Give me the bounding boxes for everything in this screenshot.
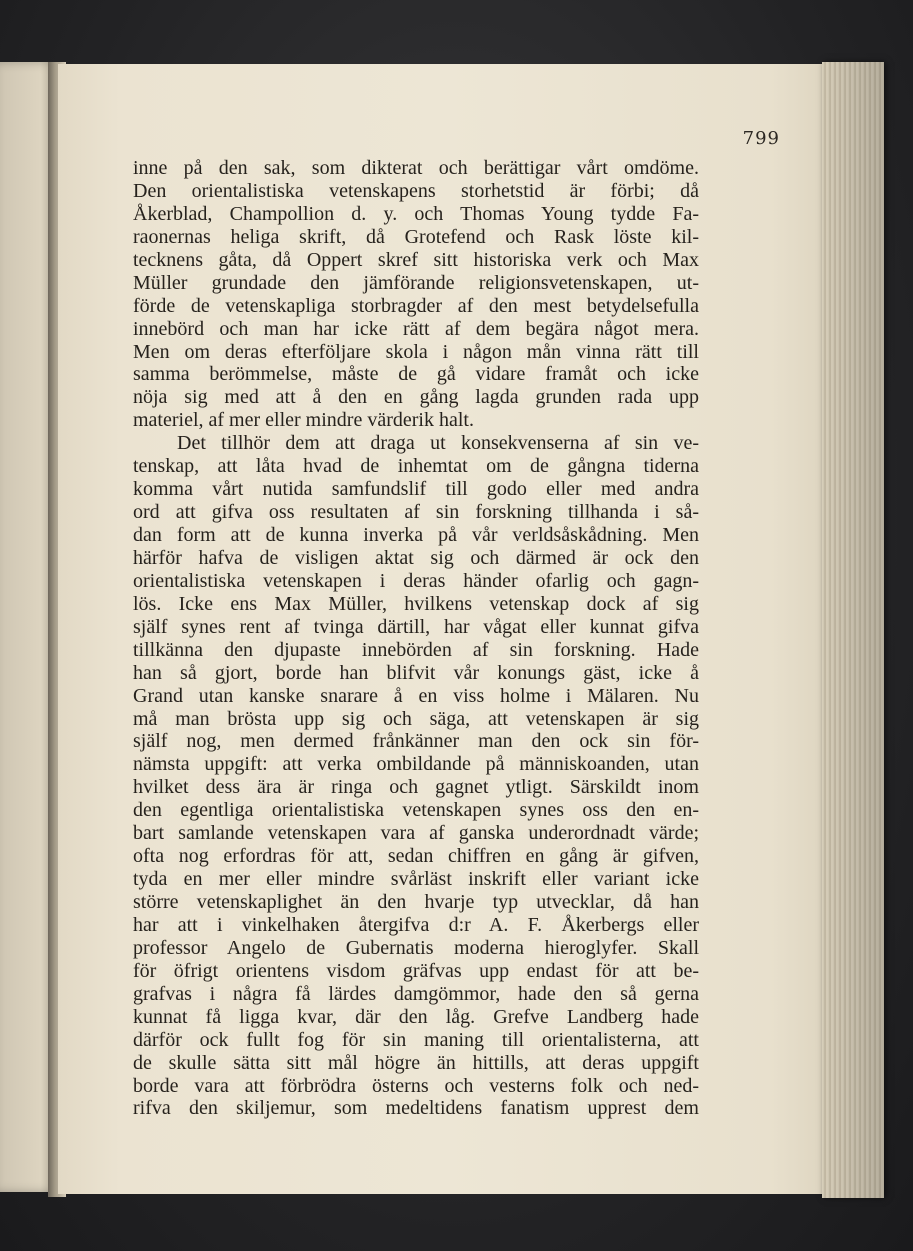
page-edges-shadow bbox=[822, 62, 884, 1198]
text-line: han så gjort, borde han blifvit vår konungs gäst, icke å bbox=[133, 661, 699, 684]
text-line: lös. Icke ens Max Müller, hvilkens vetenskap dock af sig bbox=[133, 592, 699, 615]
text-line: dan form att de kunna inverka på vår verldsåskådning. Men bbox=[133, 524, 699, 546]
text-line: professor Angelo de Gubernatis moderna hieroglyfer. Skall bbox=[133, 936, 699, 959]
text-line: Åkerblad, Champollion d. y. och Thomas Young tydde Fa- bbox=[133, 202, 699, 225]
text-line: de skulle sätta sitt mål högre än hittills, att deras uppgift bbox=[133, 1051, 699, 1074]
text-line: den egentliga orientalistiska vetenskapen synes oss den en- bbox=[133, 799, 699, 822]
text-line: själf nog, men dermed frånkänner man den ock sin för- bbox=[133, 730, 699, 753]
text-line: tillkänna den djupaste innebörden af sin forskning. Hade bbox=[133, 638, 699, 661]
text-line: bart samlande vetenskapen vara af ganska underordnadt värde; bbox=[133, 822, 699, 845]
text-line: har att i vinkelhaken återgifva d:r A. F. Åkerbergs eller bbox=[133, 913, 699, 936]
paragraph-last-line: materiel, af mer eller mindre värderik halt. bbox=[133, 409, 474, 432]
text-line: orientalistiska vetenskapen i deras händer ofarlig och gagn- bbox=[133, 569, 699, 592]
body-text bbox=[133, 157, 699, 1120]
text-line: Grand utan kanske snarare å en viss holme i Mälaren. Nu bbox=[133, 684, 699, 707]
text-line: innebörd och man har icke rätt af dem begära något mera. bbox=[133, 317, 699, 340]
text-line: Müller grundade den jämförande religionsvetenskapen, ut- bbox=[133, 271, 699, 294]
text-line: nämsta uppgift: att verka ombildande på människoanden, utan bbox=[133, 753, 699, 776]
text-line: Men om deras efterföljare skola i någon mån vinna rätt till bbox=[133, 340, 699, 363]
text-line: större vetenskaplighet än den hvarje typ utvecklar, då han bbox=[133, 891, 699, 913]
text-line: samma berömmelse, måste de gå vidare framåt och icke bbox=[133, 363, 699, 386]
text-line: nöja sig med att å den en gång lagda grunden rada upp bbox=[133, 386, 699, 409]
text-line: grafvas i några få lärdes damgömmor, hade den så gerna bbox=[133, 982, 699, 1005]
text-line: härför hafva de visligen aktat sig och därmed är ock den bbox=[133, 546, 699, 569]
text-line: ofta nog erfordras för att, sedan chiffren en gång är gifven, bbox=[133, 845, 699, 868]
text-line: ord att gifva oss resultaten af sin forskning tillhanda i så- bbox=[133, 501, 699, 524]
text-line: Den orientalistiska vetenskapens storhetstid är förbi; då bbox=[133, 179, 699, 202]
text-line: för öfrigt orientens visdom gräfvas upp endast för att be- bbox=[133, 959, 699, 982]
paragraph-first-line: Det tillhör dem att draga ut konsekvenserna af sin ve- bbox=[177, 432, 699, 455]
text-line: borde vara att förbrödra österns och vesterns folk och ned- bbox=[133, 1074, 699, 1097]
text-line: komma vårt nutida samfundslif till godo eller med andra bbox=[133, 478, 699, 501]
text-line: tenskap, att låta hvad de inhemtat om de gångna tiderna bbox=[133, 455, 699, 478]
text-line: själf synes rent af tvinga därtill, har vågat eller kunnat gifva bbox=[133, 615, 699, 638]
text-line: kunnat få ligga kvar, där den låg. Grefve Landberg hade bbox=[133, 1005, 699, 1028]
text-line: förde de vetenskapliga storbragder af den mest betydelsefulla bbox=[133, 294, 699, 317]
text-line: rifva den skiljemur, som medeltidens fanatism upprest dem bbox=[133, 1097, 699, 1120]
text-line: därför ock fullt fog för sin maning till orientalisterna, att bbox=[133, 1028, 699, 1051]
text-line: tecknens gåta, då Oppert skref sitt historiska verk och Max bbox=[133, 248, 699, 271]
text-line: må man brösta upp sig och säga, att vetenskapen är sig bbox=[133, 707, 699, 730]
page-number: 799 bbox=[742, 128, 780, 149]
text-line: inne på den sak, som dikterat och berättigar vårt omdöme. bbox=[133, 157, 699, 179]
text-line: hvilket dess ära är ringa och gagnet ytligt. Särskildt inom bbox=[133, 776, 699, 799]
text-line: raonernas heliga skrift, då Grotefend och Rask löste kil- bbox=[133, 225, 699, 248]
text-line: tyda en mer eller mindre svårläst inskrift eller variant icke bbox=[133, 868, 699, 891]
